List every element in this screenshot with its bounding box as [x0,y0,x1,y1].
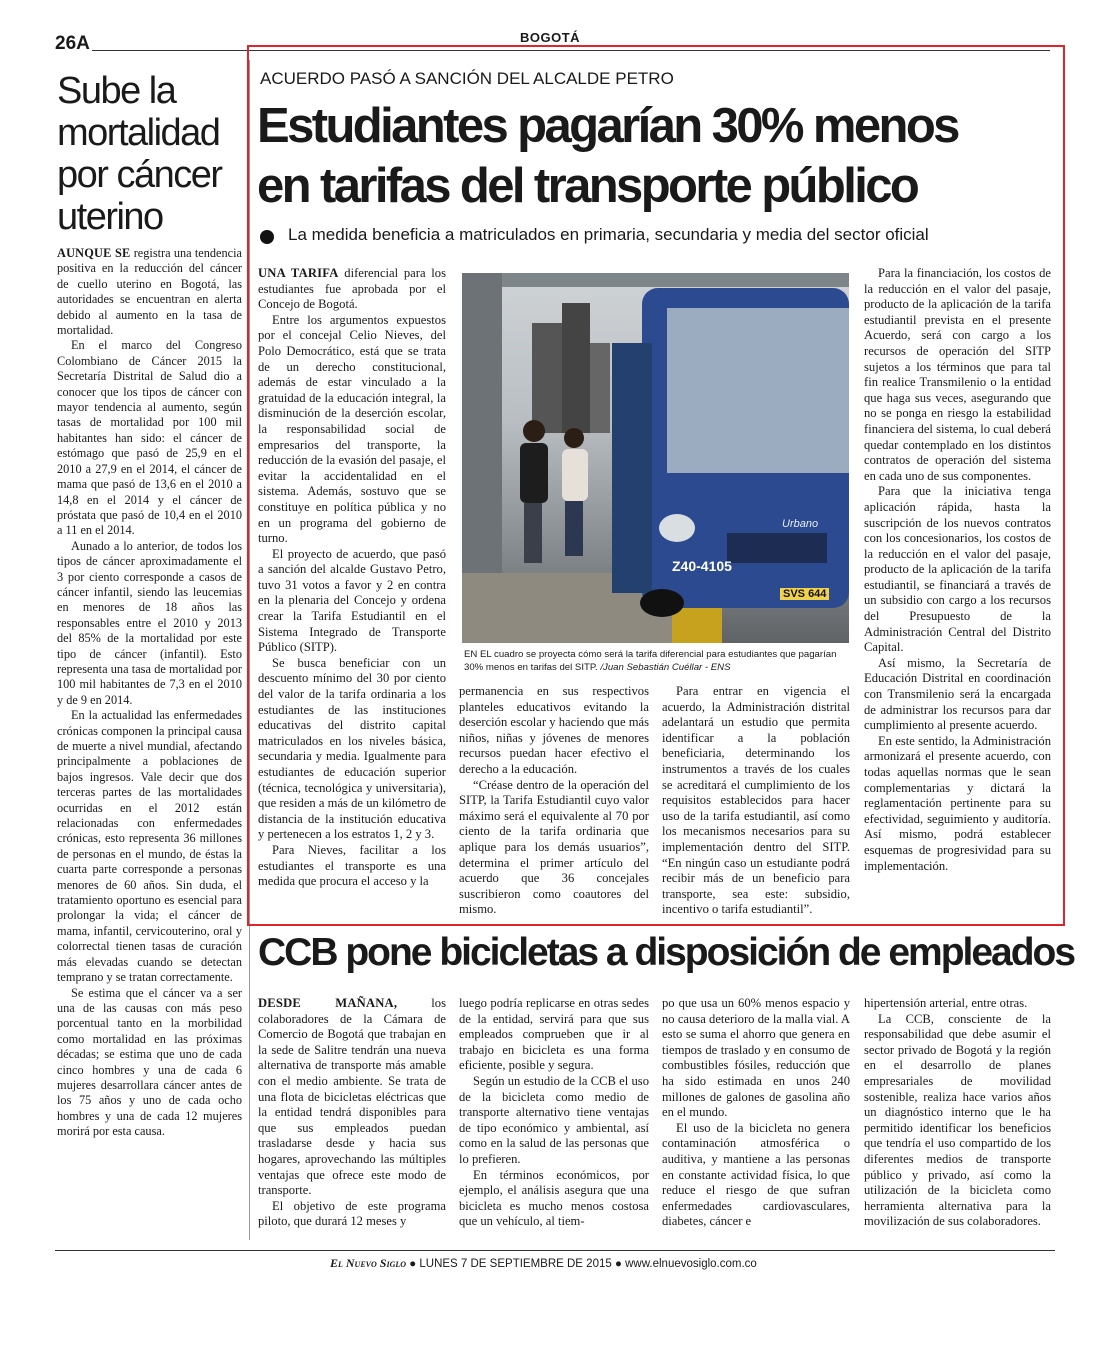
main-paragraph: Para entrar en vigencia el acuerdo, la Administración distrital adelantará un estudio que permita identificar a la población beneficiaria, determinando los instrumentos a través de los cuales se acreditará el cumplimiento de los requisitos establecidos para hacer uso de la tarifa estudiantil, así como los mecanismos necesarios para su implementación dentro del SITP. “En ningún caso un estudiante podrá recibir más de un beneficio para transporte, sea este: subsidio, incentivo o tarifa estudiantil”. [662,684,850,917]
main-paragraph: Para la financiación, los costos de la reducción en el valor del pasaje, producto de la aplicación de la tarifa estudiantil prevista en el presente Acuerdo, será con cargo a los recursos de operación del SITP sujetos a los términos que para tal fin realice Transmilenio o la entidad que haga sus veces, asegurando que no se ponga en riesgo la estabilidad financiera del sistema, lo cual deberá quedar contemplado en los distintos contratos de operación del sistema en cada uno de sus componentes. [864,266,1051,483]
main-paragraph: Para que la iniciativa tenga aplicación rápida, hasta la suscripción de los nuevos contratos con los concesionarios, los costos de la reducción en el valor del pasaje, producto de la aplicación de la tarifa estudiantil, se financiará a través de un subsidio con cargo a los recursos del Presupuesto de la Administración Central del Distrito Capital. [864,484,1051,655]
bottom-paragraph: luego podría replicarse en otras sedes de la entidad, servirá para que sus empleados comprueben que ir al trabajo en bicicleta es una forma eficiente, posible y segura. [459,996,649,1073]
left-story-body [57,246,242,1140]
photo-caption [464,649,848,674]
deck: La medida beneficia a matriculados en primaria, secundaria y media del sector oficial [288,225,929,244]
main-lead: UNA TARIFA [258,266,339,280]
bottom-paragraph: El uso de la bicicleta no genera contaminación atmosférica o auditiva, y mantiene a las personas en constante actividad física, lo que reduce el riesgo de que sufran enfermedades cardiovasculares, diabetes, cáncer e [662,1120,850,1229]
main-paragraph: En este sentido, la Administración armonizará el presente acuerdo, con todas aquellas normas que le sean complementarias y dictará la reglamentación pertinente para su efectividad, seguimiento y auditoría. Así mismo, podrá establecer esquemas de progresividad para su implementación. [864,733,1051,873]
kicker: ACUERDO PASÓ A SANCIÓN DEL ALCALDE PETRO [260,69,674,88]
bus-brand: Urbano [782,518,819,530]
main-paragraph: Así mismo, la Secretaría de Educación Distrital en coordinación con Transmilenio será la encargada de administrar los recursos para dar cumplimiento al presente acuerdo. [864,655,1051,733]
bottom-col1 [258,996,446,1230]
main-paragraph: “Créase dentro de la operación del SITP, la Tarifa Estudiantil cuyo valor máximo será el equivalente al 70 por ciento de la tarifa ordinaria que aplique para los demás usuarios”, determina el primer artículo del acuerdo que 36 concejales suscribieron como coautores del mismo. [459,777,649,917]
left-headline: Sube la mortalidad por cáncer uterino [57,70,222,238]
bottom-paragraph: Según un estudio de la CCB el uso de la bicicleta como medio de transporte alternativo tiene ventajas de tipo económico y ambiental, así como en la salud de las personas que lo prefieren. [459,1073,649,1166]
bottom-col3 [662,996,850,1230]
main-paragraph: Entre los argumentos expuestos por el concejal Celio Nieves, del Polo Democrático, está que se trata de un derecho constitucional, además de estar vinculado a la gratuidad de la educación integral, la disminución de la deserción escolar, la responsabilidad social de empresarios del transporte, la reducción de la evasión del pasaje, el evitar la accidentalidad en el sistema. Además, sostuvo que se constituye en política pública y no en un programa del gobierno de turno. [258,312,446,546]
main-col2 [459,684,649,918]
bottom-lead: DESDE MAÑANA, [258,996,398,1010]
caption-text: EN EL cuadro se proyecta cómo será la tarifa diferencial para estudiantes que pagarían 30% menos en tarifas del SITP. [464,649,837,673]
photo-credit: /Juan Sebastián Cuéllar - ENS [600,661,731,673]
bullet-icon: ● [409,1258,417,1270]
left-paragraph: registra una tendencia positiva en la reducción del cáncer de cuello uterino en Bogotá, las autoridades se encuentran en alerta debido al aumento en la tasa de mortalidad. [57,246,242,338]
bus-plate: SVS 644 [780,588,829,600]
footer-paper: El Nuevo Siglo [330,1256,407,1270]
bullet-icon: ● [614,1258,622,1270]
main-paragraph: El proyecto de acuerdo, que pasó a sanción del alcalde Gustavo Petro, tuvo 31 votos a favor y 2 en contra en la plenaria del Concejo y ordena crear la Tarifa Estudiantil en el Sistema Integrado de Transporte Público (SITP). [258,546,446,655]
main-paragraph: Para Nieves, facilitar a los estudiantes el transporte es una medida que procura el acceso y la [258,842,446,889]
bottom-paragraph: hipertensión arterial, entre otras. [864,996,1028,1010]
bottom-col2 [459,996,649,1230]
left-paragraph: Se estima que el cáncer va a ser una de las causas con más peso porcentual tanto en la morbilidad como mortalidad en las próximas décadas; se estima que uno de cada cinco hombres y una de cada 6 mujeres desarrollara cáncer antes de los 75 años y uno de cada ocho hombres y una de cada 12 mujeres morirá por esta causa. [57,985,242,1139]
footer-date: LUNES 7 DE SEPTIEMBRE DE 2015 [419,1258,612,1270]
bottom-paragraph: El objetivo de este programa piloto, que durará 12 meses y [258,1198,446,1229]
page-number: 26A [55,33,90,54]
left-paragraph: En el marco del Congreso Colombiano de Cáncer 2015 la Secretaría Distrital de Salud dio a conocer que los tipos de cáncer con mayor tendencia al aumento, según tasas de mortalidad por 100 mil habitantes han sido: el cáncer de estómago que pasó de 25,9 en el 2010 a 27,9 en el 2014, el cáncer de mama que pasó de 13,6 en el 2010 a 14,8 en el 2014 y el cáncer de próstata que pasó de 10,4 en el 2010 a 11 en el 2014. [57,338,242,538]
bottom-paragraph: La CCB, consciente de la responsabilidad que debe asumir el sector privado de Bogotá y la región en el desarrollo de planes empresariales de movilidad sostenible, realiza hace varios años un diagnóstico interno que le ha permitido identificar los beneficios que tendría el uso compartido de los diferentes medios de transporte público y privado, así como la utilización de la bicicleta como herramienta alternativa para la movilización de sus colaboradores. [864,1011,1051,1229]
left-lead: AUNQUE SE [57,246,131,260]
main-headline-line1: Estudiantes pagarían 30% menos [257,99,958,153]
main-col4 [864,266,1051,874]
main-headline-line2: en tarifas del transporte público [257,159,918,213]
bus-photo [462,273,849,643]
main-paragraph: permanencia en sus respectivos planteles educativos evitando la deserción escolar y haciendo que más niños, niñas y jóvenes de menores recursos puedan hacer efectivo el derecho a la educación. [459,684,649,776]
bottom-paragraph: po que usa un 60% menos espacio y no causa deterioro de la malla vial. A esto se suma el ahorro que genera en tiempos de traslado y en consumo de combustibles fósiles, reducción que ha sido estimada en unos 240 millones de galones de gasolina año en el mundo. [662,996,850,1120]
main-paragraph: diferencial para los estudiantes fue aprobada por el Concejo de Bogotá. [258,266,446,312]
footer-website: www.elnuevosiglo.com.co [625,1258,757,1270]
main-col3 [662,684,850,918]
bottom-paragraph: los colaboradores de la Cámara de Comercio de Bogotá que trabajan en la sede de Salitre tendrán una nueva alternativa de transporte más amable con el medio ambiente. Se trata de una flota de bicicletas eléctricas que la entidad tendrá disponibles para que sus empleados puedan trasladarse desde y hacia sus hogares, aprovechando las múltiples ventajas que ofrece este modo de transporte. [258,996,446,1198]
bottom-paragraph: En términos económicos, por ejemplo, el análisis asegura que una bicicleta es mucho menos costosa que un vehículo, al tiem- [459,1167,649,1229]
footer [330,1256,757,1271]
main-paragraph: Se busca beneficiar con un descuento mínimo del 30 por ciento del valor de la tarifa ordinaria a los estudiantes de las instituciones educativas del distrito capital matriculados en los niveles básica, secundaria y media. Igualmente para estudiantes de educación superior (técnica, tecnológica y universitaria), que residen a más de un kilómetro de distancia de la institución educativa y pertenecen a los estratos 1, 2 y 3. [258,655,446,842]
bus-route-sign: Z40-4105 [672,558,732,574]
left-paragraph: En la actualidad las enfermedades crónicas componen la principal causa de muerte a nivel mundial, afectando principalmente a poblaciones de bajos ingresos. Vale decir que dos terceras partes de las mortalidades ocurridas en el 2012 están relacionadas con enfermedades crónicas, esto representa 36 millones de personas en el mundo, de éstas la cuarta parte corresponde a personas menores de 60 años. Sin duda, el tratamiento oportuno es esencial para prolongar la vida; el cáncer de mama, infantil, cervicouterino, oral y colorrectal tienen tasas de curación más elevadas cuando se detectan temprano y se tratan correctamente. [57,708,242,985]
main-col1 [258,266,446,890]
bottom-headline: CCB pone bicicletas a disposición de empleados [258,931,1075,974]
footer-rule [55,1250,1055,1251]
left-paragraph: Aunado a lo anterior, de todos los tipos de cáncer aproximadamente el 3 por ciento corresponde a casos de cáncer infantil, siendo las leucemias en menores de 18 años las responsables entre el 2010 y 2013 del 85% de la mortalidad por este tipo de cáncer (infantil). Esto representa una tasa de mortalidad por 100 mil habitantes de 7,3 en el 2010 y de 9 en 2014. [57,538,242,707]
section-label: BOGOTÁ [519,30,581,45]
bullet-icon [260,230,274,244]
bottom-col4 [864,996,1051,1230]
